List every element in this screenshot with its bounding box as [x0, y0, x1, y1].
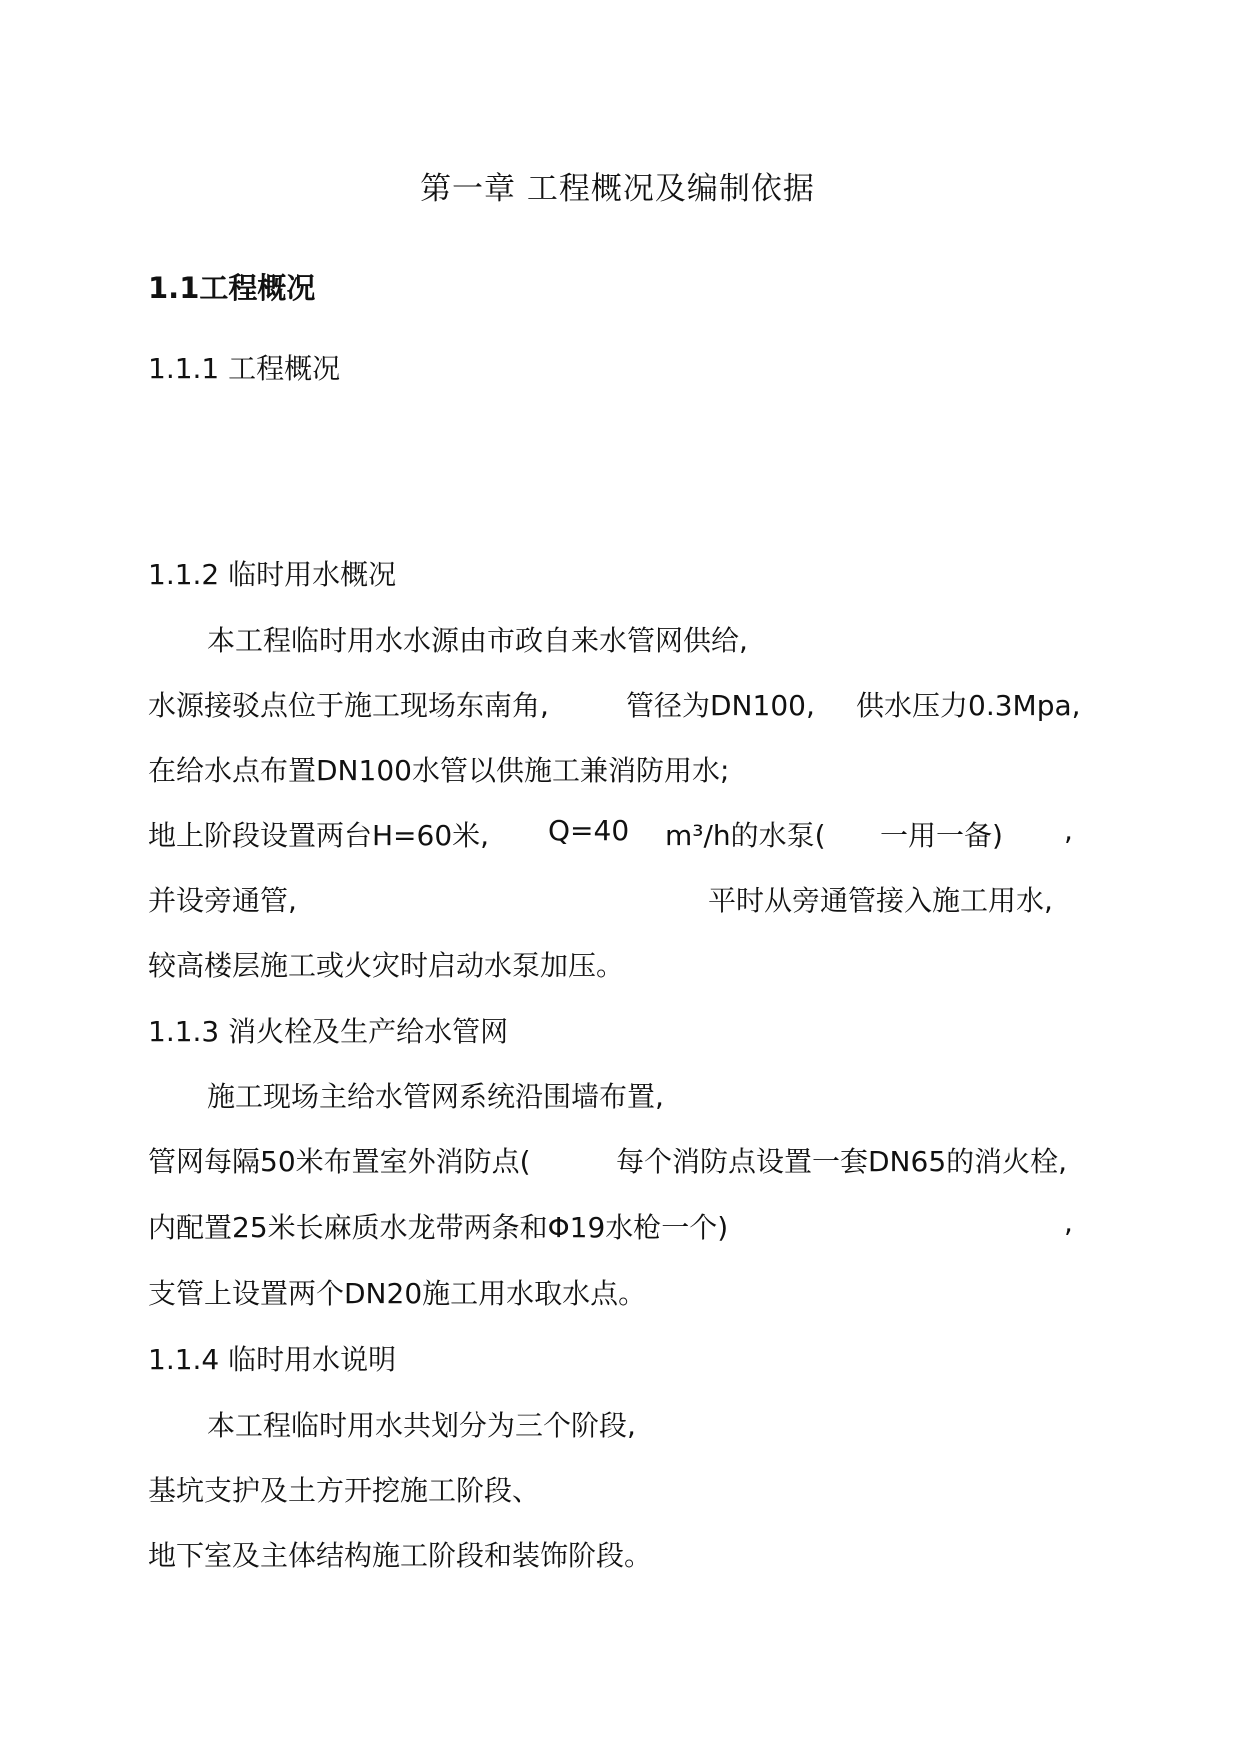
text-segment: 供水压力0.3Mpa, [856, 689, 1081, 722]
text-segment: 内配置25米长麻质水龙带两条和Φ19水枪一个) [148, 1211, 729, 1244]
text-segment: 每个消防点设置一套DN65的消火栓, [616, 1145, 1068, 1178]
chapter-title: 第一章 工程概况及编制依据 [420, 171, 815, 207]
text-segment: 一用一备) [880, 819, 1003, 852]
paragraph-line: 基坑支护及土方开挖施工阶段、 [148, 1474, 541, 1507]
text-segment: Q=40 [548, 814, 630, 847]
subsection-heading-1-1-3: 1.1.3 消火栓及生产给水管网 [148, 1015, 509, 1048]
subsection-heading-1-1-2: 1.1.2 临时用水概况 [148, 558, 397, 591]
text-segment: , [1064, 814, 1073, 847]
paragraph-line: 本工程临时用水水源由市政自来水管网供给, [207, 624, 748, 657]
subsection-heading-1-1-1: 1.1.1 工程概况 [148, 352, 341, 385]
paragraph-line: 在给水点布置DN100水管以供施工兼消防用水; [148, 754, 730, 787]
text-segment: m³/h的水泵( [665, 819, 826, 852]
paragraph-line: 施工现场主给水管网系统沿围墙布置, [207, 1080, 664, 1113]
text-segment: 并设旁通管, [148, 884, 297, 917]
paragraph-line: 地下室及主体结构施工阶段和装饰阶段。 [148, 1539, 653, 1572]
section-heading-1-1: 1.1工程概况 [148, 271, 316, 305]
text-segment: 管网每隔50米布置室外消防点( [148, 1145, 531, 1178]
text-segment: 平时从旁通管接入施工用水, [708, 884, 1053, 917]
text-segment: , [1064, 1206, 1073, 1239]
paragraph-line: 本工程临时用水共划分为三个阶段, [207, 1409, 636, 1442]
paragraph-line: 较高楼层施工或火灾时启动水泵加压。 [148, 949, 625, 982]
text-segment: 地上阶段设置两台H=60米, [148, 819, 490, 852]
paragraph-line: 支管上设置两个DN20施工用水取水点。 [148, 1277, 647, 1310]
text-segment: 管径为DN100, [626, 689, 815, 722]
subsection-heading-1-1-4: 1.1.4 临时用水说明 [148, 1343, 397, 1376]
text-segment: 水源接驳点位于施工现场东南角, [148, 689, 549, 722]
